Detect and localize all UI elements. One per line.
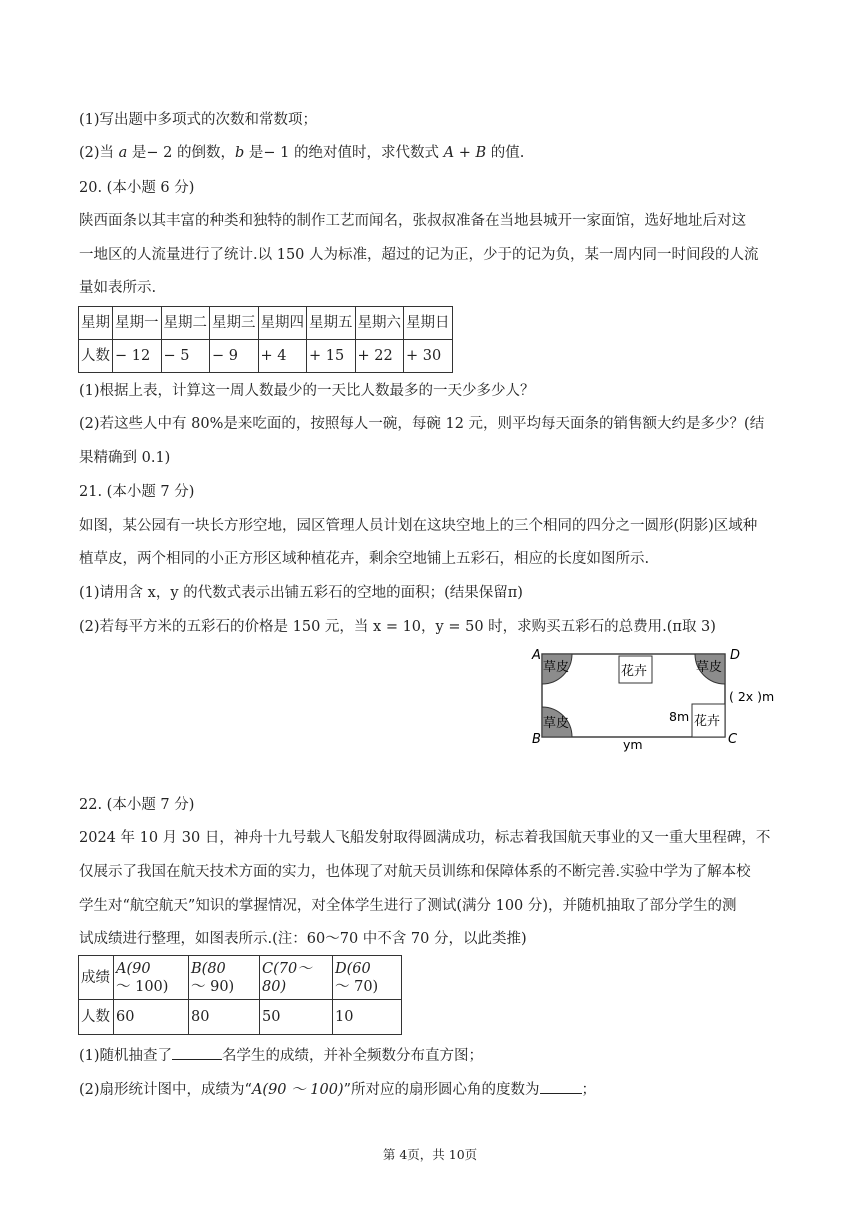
q22-table-cell: 80: [189, 1000, 260, 1035]
q20-body-line2: 一地区的人流量进行了统计.以 150 人为标准，超过的记为正，少于的记为负，某一周内同一时间段的人流: [79, 247, 759, 263]
q22-header: 22. (本小题 7 分): [79, 797, 195, 813]
q22-table-cell: 10: [333, 1000, 402, 1035]
q20-part2-line2: 果精确到 0.1): [79, 450, 171, 466]
vertex-b-label: B: [532, 732, 541, 747]
q22-table-header-cell: D(60 ～ 70): [333, 956, 402, 1000]
square-side-label: 8m: [669, 709, 690, 724]
q21-part2: (2)若每平方米的五彩石的价格是 150 元，当 x = 10，y = 50 时，求购买五彩石的总费用.(π取 3): [79, 619, 716, 635]
q20-table-header-cell: 星期日: [404, 307, 453, 340]
flower-label: 花卉: [621, 664, 648, 679]
q20-table-header-cell: 星期四: [258, 307, 307, 340]
q20-table-header-cell: 星期一: [113, 307, 162, 340]
grass-label: 草皮: [696, 660, 723, 675]
q21-figure: [528, 643, 788, 753]
q21-header: 21. (本小题 7 分): [79, 484, 195, 500]
q22-body-line2: 仅展示了我国在航天技术方面的实力，也体现了对航天员训练和保障体系的不断完善.实验中学为了解本校: [79, 864, 751, 880]
flower-label: 花卉: [694, 714, 721, 729]
grass-label: 草皮: [543, 716, 570, 731]
q22-table-header-cell: 成绩: [79, 956, 114, 1000]
answer-blank[interactable]: [540, 1079, 582, 1094]
q20-table-header-cell: 星期五: [307, 307, 356, 340]
q20-part2-line1: (2)若这些人中有 80%是来吃面的，按照每人一碗，每碗 12 元，则平均每天面条的销售额大约是多少？(结: [79, 416, 765, 432]
q20-table-header-cell: 星期六: [355, 307, 404, 340]
vertex-a-label: A: [532, 648, 541, 663]
q22-table-header-cell: C(70～80): [260, 956, 333, 1000]
q19-part2: (2)当 a 是− 2 的倒数，b 是− 1 的绝对值时，求代数式 A + B 的值.: [79, 145, 525, 161]
q20-table: [78, 306, 453, 373]
bottom-length-label: ym: [623, 737, 643, 752]
q22-table-cell: 50: [260, 1000, 333, 1035]
q20-table-cell: + 22: [355, 340, 404, 373]
side-length-label: ( 2x )m: [729, 689, 775, 704]
q20-body-line3: 量如表所示.: [79, 280, 157, 296]
q22-body-line1: 2024 年 10 月 30 日，神舟十九号载人飞船发射取得圆满成功，标志着我国航天事业的又一重大里程碑，不: [79, 830, 771, 846]
q20-header: 20. (本小题 6 分): [79, 180, 195, 196]
grass-label: 草皮: [543, 660, 570, 675]
q21-body-line1: 如图，某公园有一块长方形空地，园区管理人员计划在这块空地上的三个相同的四分之一圆形(阴影)区域种: [79, 518, 758, 534]
q20-table-header-cell: 星期三: [210, 307, 259, 340]
q21-part1: (1)请用含 x，y 的代数式表示出铺五彩石的空地的面积；(结果保留π): [79, 585, 523, 601]
answer-blank[interactable]: [172, 1045, 222, 1060]
page-footer: 第 4页，共 10页: [382, 1147, 478, 1162]
q22-part1: (1)随机抽查了 名学生的成绩，并补全频数分布直方图；: [79, 1045, 483, 1066]
q20-table-cell: + 4: [258, 340, 307, 373]
vertex-d-label: D: [730, 648, 741, 663]
q22-table-header-cell: A(90 ～ 100): [114, 956, 189, 1000]
q20-table-cell: 人数: [79, 340, 113, 373]
q22-table-header-cell: B(80 ～ 90): [189, 956, 260, 1000]
q20-table-cell: − 12: [113, 340, 162, 373]
q20-table-cell: + 15: [307, 340, 356, 373]
q20-table-header-cell: 星期: [79, 307, 113, 340]
q22-table-cell: 60: [114, 1000, 189, 1035]
q20-table-cell: + 30: [404, 340, 453, 373]
q22-part2: (2)扇形统计图中，成绩为“A(90 ～ 100)”所对应的扇形圆心角的度数为 ；: [79, 1079, 596, 1100]
q20-body-line1: 陕西面条以其丰富的种类和独特的制作工艺而闻名，张叔叔准备在当地县城开一家面馆，选好地址后对这: [79, 213, 746, 229]
q22-table: [78, 955, 402, 1035]
q20-table-cell: − 9: [210, 340, 259, 373]
q20-table-header-cell: 星期二: [161, 307, 210, 340]
q20-part1: (1)根据上表，计算这一周人数最少的一天比人数最多的一天少多少人？: [79, 383, 535, 399]
vertex-c-label: C: [728, 732, 738, 747]
q20-table-cell: − 5: [161, 340, 210, 373]
q22-body-line3: 学生对“航空航天”知识的掌握情况，对全体学生进行了测试(满分 100 分)，并随机抽取了部分学生的测: [79, 898, 737, 914]
q21-body-line2: 植草皮，两个相同的小正方形区域种植花卉，剩余空地铺上五彩石，相应的长度如图所示.: [79, 551, 650, 567]
q19-part1: (1)写出题中多项式的次数和常数项；: [79, 112, 318, 128]
q22-table-cell: 人数: [79, 1000, 114, 1035]
q22-body-line4: 试成绩进行整理，如图表所示.(注：60～70 中不含 70 分，以此类推): [79, 931, 527, 947]
